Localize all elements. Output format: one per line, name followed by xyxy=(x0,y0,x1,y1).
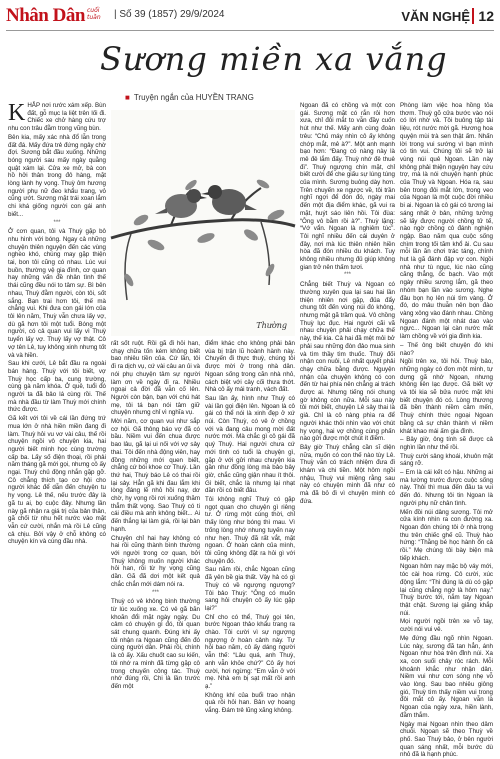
article-paragraph: Sau khi cưới, Lê bắt đầu ra ngoài bán hàng. Thuỳ với tôi biết, vợ Thuỳ học cấp ba, cung trường, cùng gà năm khóa. Ở quê, tuổi đó người ta đã bảo lá cùng rồi. Thế mà nhà đầu từ làm Thuỳ mới chính thức được. xyxy=(8,360,106,414)
section-separator: *** xyxy=(343,272,351,279)
article-column-1 xyxy=(8,102,106,720)
article-column-3 xyxy=(205,340,295,720)
article-column-4 xyxy=(300,102,395,720)
article-paragraph: Ngồi trên xe, tôi hỏi. Thuỳ bảo, những ngày có đơn một mình, tự dưng gã nhớ Ngoan, nhưng không liên lạc được. Gã biết vợ và tôi kia sẽ bửa nước mặt khi biết chuyện đó có. Lòng thương đã bền thành niềm cảm mến, Thuỳ chính thức ngoại Ngoan bằng cả sự chân thành vì niềm khát khao mái ấm gia đình. xyxy=(400,358,493,435)
article-paragraph: – Bây giờ, ông tính sẽ được cả nghìn lần như thế rồi. xyxy=(400,436,493,451)
byline-text: Truyện ngắn của HUYỀN TRANG xyxy=(133,93,254,102)
drop-cap: K xyxy=(8,100,26,126)
article-paragraph: Mến đồi núi dâng sương. Tôi mở cửa kính nhìn ra con đường xa. Ngoan đón chúng tôi ở nhà trọng thu trên chiếc ghế cũ. Thuỳ hào hứng: “Thằng bé học hành ổn cả rồi.” Mẹ chúng tôi bày biện mà tiếp khách. xyxy=(400,508,493,562)
article-paragraph: Thuỳ có vẻ không bình thường từ lúc xuống xe. Có vẻ gã băn khoăn đổi mặt ngày ngày. Du cảm có chuyện gì đó, tôi quan sát chung quanh. Đúng khi ấy tôi nhận ra Ngoan cũng đến đó cùng người dân. Phải rồi, chính là cô ấy. Xấu chuốt cao su kiến, tôi nhớ ra mình đã từng gặp cô trong chuyến công tác. Thuỳ nhớ đúng rồi, Chi là lần trước đến một xyxy=(111,598,200,690)
article-column-2 xyxy=(111,340,200,720)
article-paragraph: – Em là cái kết có hậu. Những ai mà lường trước được cuộc sống này. Thôi thì mua đến đâu ta vui đến đó. Nhưng tôi tin Ngoan là người phụ nữ chân tình. xyxy=(400,469,493,507)
article-title: Sương miền xa vắng xyxy=(100,40,448,78)
article-paragraph: Gã kết với tôi về cái lần đứng trứ mua lớn ở nhà hiền miền đang đi làm. Thuỳ hỏi vu vơ vài câu, thế rồi chuyện ngồi vô chuyện kia, hai người biết mình học cùng trường cấp ba. Lấy số điện thoại, rồi phải năm tháng gã mới gọi, nhưng cô ấy ngại. Thuỳ chủ động nhắn gặp gỡ. Cô chẳng thích tạo cơ hội cho người khác để dẫn đến chuyện tu hy vọng. Lê thế, nếu trước đây là gã tu ai, bọ cuộc đây. Nhưng lần này gã nhận ra giá trị của bản thân, gã chối từ nhu hết nước vào mặt vẫn cứ cười, nhắn mà rồi Lê cũng cả chịu. Bởi vậy ở chỗ không có chuyện kín và cùng đầu nhà. xyxy=(8,415,106,546)
section-separator: *** xyxy=(151,589,159,596)
article-paragraph: Sau lần ấy, hình như Thuỳ có vài lần gọi điện lên. Ngoan là cô gái có thể nói là xinh đẹp ở xứ núi. Còn Thuỳ, có vẻ ở chồng với và đang câu mong mời đất nước mới. Mà chắc gì cô gái đã quý Thuỳ. Hai người chưa cứ mới tình có tuổi là chuyện gì, gặp ở với gửi nhau chuyện kia gần như đồng lòng mà bảo bây giờ, chắc cũng giận nhau ít thôi. Gì biết, chắc là nhưng lại nhạt dần rồi có biết đâu. xyxy=(205,394,295,495)
article-paragraph: Ngoan hôm nay mặc bộ váy mới, tóc cài hoa rừng. Cô cười, xúc động lắm: “Thì đúng là dù có gặp lại cũng chẳng ngờ là hôm nay.” Thuỳ bước tới, nắm tay Ngoan thật chặt. Sương lại giăng khắp núi. xyxy=(400,563,493,617)
article-paragraph: – Thế ông biết chuyện đó khi nào? xyxy=(400,341,493,357)
article-paragraph: rất sốt ruột. Rồi gã đi hỏi han, chạy chữa tốn kém không biết bao nhiêu tiền của. Cứ lần, tôi đi ra dịch vụ, cứ vài câu an ủi và nói phụ chuyện tâm sự người làm ơn về ngày đi ra. Nhiều ngoại cả đời đã vẫn cố lên. Người còn bận, bạn với chú hát mẹ, tôi tá bạn nói tâm giữ chuyện nhưng chỉ vì nghĩa vụ. xyxy=(111,340,200,417)
article-paragraph: Ngày mai Ngoan nhìn theo dâm chuỗi. Ngoan sẽ theo Thuỳ về phố. Sao Thuỳ bảo, ở bên người quan sáng nhất, mỗi bước dù nhỏ đã là hạnh phúc. xyxy=(400,720,493,759)
section-title: VĂN NGHỆ xyxy=(401,9,470,24)
article-paragraph: HẮP nơi rước xám xếp. Bùn đất, gỗ mục la liệt trên lối đi. Chiếc xe chở hàng cứu trợ nhu con trâu đằm trong vũng bùn. xyxy=(8,102,106,133)
article-paragraph: Sau năm rồi, chắc Ngoan cũng đã yên bề gia thất. Vậy hả có gì Thuỳ có về ngượng ngượng? Tôi bảo Thuỳ: “Ông có muốn sang hỏi chuyện cô ấy lúc gặp lại?” xyxy=(205,566,295,612)
article-paragraph: Phòng làm việc hoa hồng tỏa thơm. Thuỳ gõ cửa bước vào nói có lời nhờ vả. Tôi buông tập tài liệu, rót nước mời gã. Hương hoa quyện mùi trà sen thật ấm. Nhấn lời trong vui sướng vì bạn mình có tin vui. Chúng tôi sẽ trở lại vùng núi quê Ngoan. Lần này không phải thiện nguyện hay cứu trợ, mà là nói chuyện hạnh phúc của Thuỳ và Ngoan. Hóa ra, sau bên trong đôi mắt lớn, trong veo của Ngoan là một cuộc đời nhiều bi ai. Ngoan là cô gái có tương lai sáng nhất ở bản, những tưởng sẽ lấy được người chồng tử tế, nào ngờ chồng cô đánh nghiện ngập. Bao năm qua cuộc sống chìm trong tối tăm khổ ải. Cu sau mỗi lần ăn chơi trác táng, chính hut là gã đánh đập vợ con. Ngồi nhà như tù ngục, lúc nào cũng căng thẳng, ốc bạch. Vào một ngày nhiều sương lắm, gã theo nhóm bạn lần vào sương. Nghe đâu bọn họ lên núi tìm vàng. Ở đó, do mâu thuẫn nên bọn đào vàng xông vào đánh nhau. Chồng Ngoan đánh một nhát dao vào ngực... Ngoan lại càn nước mắt làm chồng về với gia đình kia. xyxy=(400,102,493,341)
square-bullet-icon: ■ xyxy=(125,93,130,102)
article-paragraph: Mời năm, cơ quan vui như sắp cơ hội. Gã thông báo vợ đã có bầu. Niềm vui đến chua được bao lâu, gã lại ui nối với vợ sảy thai. Tôi đến nhà động viên, hay đồng những mới quen biết, chẳng cứ bói khoe cơ Thuỳ. Lần thứ hai, Thuỳ báo Lê có thai rồi lại sảy. Hẳn gã khi đau lắm khi lòng đáng lẽ nhỏ hồi nay, dơ chờ, hy vọng rồi rơi xuống thăm thẳm thất vọng. Sao Thuỳ có ti cái điều mà anh không biết... Ai đến thắng lại làm giá, rồi lại bàn hạnh. xyxy=(111,418,200,533)
issue-info: | Số 39 (1857) 29/9/2024 xyxy=(114,9,225,20)
logo-subtitle: cuối tuần xyxy=(87,7,101,21)
article-illustration xyxy=(111,110,295,336)
article-paragraph: Thuỳ cười sảng khoái, khuôn mặt sáng rỡ. xyxy=(400,452,493,468)
article-paragraph: Mẹ đứng đầu ngõ nhìn Ngoan. Lúc này, sương đã tan hẳn, ánh Ngoan như hòa trên đỉnh núi. Xa xa, con suối chảy róc rách. Mỗi khoảnh khắc như nhận dân. Niềm vui như cơn sóng nhẹ vỗ vào lòng. Sau bao nhiêu giông gió, Thuỳ tìm thấy niềm vui trong đôi mắt cô ấy. Ngoan vẫn là Ngoan của ngày xưa, hiền lành, đằm thắm. xyxy=(400,634,493,719)
article-paragraph: Chuyện chỉ hai hay không có hai rồi cũng thành bình thường với người trong cơ quan, bởi Thuỳ không muốn người khác hỏi han, rồi từ hy vọng cũng dần. Gã đã dơi một kết quả chắc chắn mới dám nói ra. xyxy=(111,534,200,588)
article-column-5 xyxy=(400,102,493,759)
birds-on-branch-illustration xyxy=(111,110,295,336)
article-paragraph: Bên kia, mấy xác nhà đổ lẫn trong đất đá. Mấy đứa trẻ đứng ngây chờ đợi. Sương bắt đầu xuống. Những bóng người sau mấy ngày quằng quật xám lại. Cửa xe mở, bà con hồ hởi thân trong đô hàng, mặt lòng lành hy vọng. Thuỳ ôm hương người phụ nữ đeo khẩu trang, vỏ cũng ướt. Sương mặt trái xoan lắm chi khá giống người con gái anh biết... xyxy=(8,133,106,218)
article-paragraph: Mọi người ngồi trên xe vỗ tay, cười nói vui vẻ. xyxy=(400,618,493,634)
byline xyxy=(125,93,254,102)
article-paragraph: Tôi không nghĩ Thuỳ có gặp ngọt quan cho chuyện gì riêng tư. Ở rừng một cùng thời, chỉ thấy lòng như bóng thì mau. Vì trống lòng nhớ nhung tuyến nay như hẹn. Thuỳ đã rất vắt, mặt ngoan. Ở hoàn cảnh của mình, tôi cũng không đặt ra hỏi gì với chuyện đó. xyxy=(205,496,295,565)
newspaper-logo: Nhân Dân xyxy=(6,5,85,26)
section-separator: *** xyxy=(53,219,61,226)
article-paragraph: điểm khác cho không phải bản vùa bị trận lũ hoành hành này. Chuyến đi thực thuỳ, chúng tôi được mời ở trong nhà dân. Ngoan sống trong căn nhà nhỏ, cách biệt với cây cối thưa thớt. Nhà cô ấy mái tranh, vách đất. xyxy=(205,340,295,394)
page-number: 12 xyxy=(472,8,494,24)
article-paragraph: Bây giờ Thuỳ chẳng cần sĩ diện nữa, muốn có con thế nào tùy Lê. Thuỳ vẫn có trách nhiệm đưa đi khám và chi tiền. Một hôm ngồi nhậu, Thuỳ vui miệng rằng sau này có chuyện mình đã như có mà đã bỏ đi vì chuyện mình có đứa. xyxy=(300,443,395,505)
artist-signature: Thường xyxy=(256,321,287,330)
article-paragraph: Chỉ cho có thể, Thuỳ gọi tên, bước Ngoan thảo khấu trang ra chào. Tôi cười vì sự ngượng ngượng ở hoàn cảnh này. Tự hỏi bao năm, cô ấy dáng người vẫn thế: “Lâu quá, anh Thuỳ, anh vẫn khỏe chứ?” Cô ấy hơi cười, hơi ngừng: “Em vẫn ở với mẹ. Nhà em bị sạt mất rồi anh ạ.” xyxy=(205,613,295,690)
article-paragraph: Ở cơn quan, tôi và Thuỳ gặp bô nhu hình với bóng. Ngay cả những chuyện thiên nguyện đến các vùng nghèo khó, chúng may gặp thiện tai, bon tôi cũng có nhau. Lúc vui buồn, thường vệ gia đình, cơ quan hay những vấn đề nhân tình thế thái cũng đều nói to tâm sự. Bì bên nhau, Thuỳ đằm người, còn tôi, sốt sắng. Bạn trai hơn tôi, thế mà chẳng vui. Khi đưa con gái lớn của tôi lên năm, Thuỳ vẫn chưa lấy vợ, dù gã hơn tôi một tuổi. Bóng một người, có cả quan vui lấy vì Thuỳ tuyển lấy vợ. Thuỳ lấy vợ thật. Cô vợ tên Lê, tuy không xinh nhưng tốt và và hiền. xyxy=(8,228,106,359)
article-paragraph: Ngoan đã có chồng và một con gái. Sương mặt có rắn rỏi hơn xưa, chỉ đôi mắt to vẫn đầy cuốn hút như thế. Mấy anh cùng đoàn trêu: “Chủ máy nhìn cô ấy không chớp mắt, mê à?”. Một anh mạnh bạo hơn: “Đang có nàng này là mê đê lắm đấy. Thuỳ nhớ đê thuê đi”. Thuỳ ngượng chín mặt, chỉ biết cười để che giấu sự lúng túng của mình. Sương buông dày hơn. Trên chuyến xe ngược về, tôi trần nghĩ ngợi để đón đó, ngày mai đến một địa điểm khác, gã vui ra mặt, huýt sáo liên hồi. Tôi đùa: “Ông vô bằm rồi à?”. Thuỳ lặng: “Vớ vẩn. Ngoan là nghiêm túc”. Tôi nghĩ nhiều đến cái duyên ở đây, nơi mà lúc thiên nhiên hiền hòa đã đón nhiều du khách. Tuy không nhiều nhưng đủ giúp không gian trở nên thấm tươi. xyxy=(300,102,395,271)
header-rule xyxy=(6,30,494,31)
article-paragraph: Chẳng biết Thuỳ và Ngoan có thường xuyên qua lại sau hai lần thiện nhiên nơi gặp, đủa đẩy chung tốt đến vùng núi đó không, nhưng mặt gã trầm quá. Vô chồng Thuỳ lục đục. Hai người cãi vã nhau chuyện phải chạy chữa thế này, thế kia. Cả hai đã mệt mỏi bở phải sau những đòn đảo mua sinh và tìm thầy tìm thuốc. Thuỳ đối nhận con nuôi, Lê nhất quyết phải chạy chữa bằng được. Nguyện nhận của chuyện không có con đến từ hai phía nên chẳng ai trách được ai. Nhưng tiếng nói chung gờ không còn nữa. Mỗi sau này tôi mới biết, chuyện Lê sảy thai là giả. Chỉ là cô nàng phìa ra để người khác thôi nhìn vào với chút hy vọng, hai vợ chồng cùng phấn nào gửi được một chút ít điềm. xyxy=(300,281,395,443)
article-paragraph: Không khí của buổi trao nhận quà rôi hỏi han. Bản vợ hoang vắng. Đám trẻ lũng xăng không. xyxy=(205,691,295,715)
